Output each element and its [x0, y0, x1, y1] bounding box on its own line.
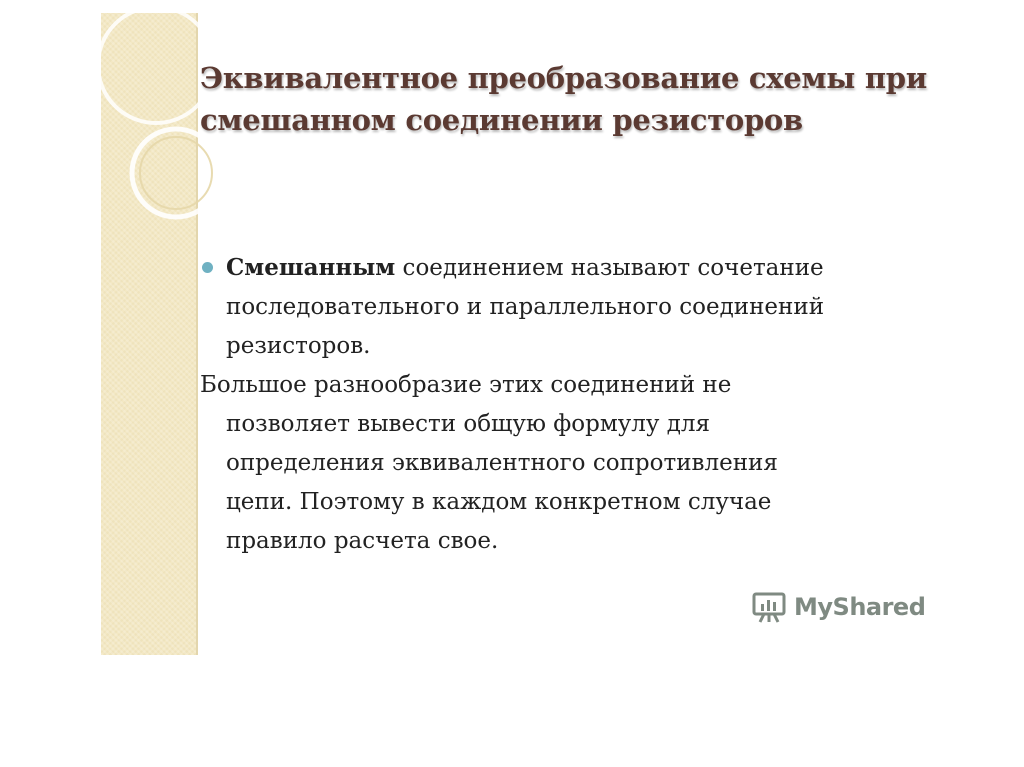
- bullet-first-line-text: соединением называют сочетание: [395, 255, 824, 281]
- paragraph-line: правило расчета свое.: [226, 528, 499, 554]
- bullet-dot-icon: [202, 262, 213, 273]
- watermark-text: MyShared: [794, 593, 926, 621]
- title-line: Эквивалентное преобразование схемы при: [200, 61, 927, 95]
- bullet-bold-term: Смешанным: [226, 254, 396, 281]
- slide-body: [200, 248, 940, 561]
- bullet-line: последовательного и параллельного соединений: [226, 294, 825, 320]
- paragraph-line: определения эквивалентного сопротивления: [226, 450, 778, 476]
- paragraph-line: цепи. Поэтому в каждом конкретном случае: [226, 489, 772, 515]
- title-line: смешанном соединении резисторов: [200, 103, 803, 137]
- paragraph-line: Большое разнообразие этих соединений не: [200, 372, 732, 398]
- bullet-line: резисторов.: [226, 333, 371, 359]
- slide-title: [200, 57, 980, 141]
- presentation-chart-icon: [752, 591, 786, 623]
- body-paragraph: [200, 366, 940, 561]
- paragraph-line: позволяет вывести общую формулу для: [226, 411, 711, 437]
- myshared-watermark[interactable]: [752, 589, 925, 625]
- bullet-item: [200, 248, 940, 366]
- bullet-first-line: [226, 248, 940, 288]
